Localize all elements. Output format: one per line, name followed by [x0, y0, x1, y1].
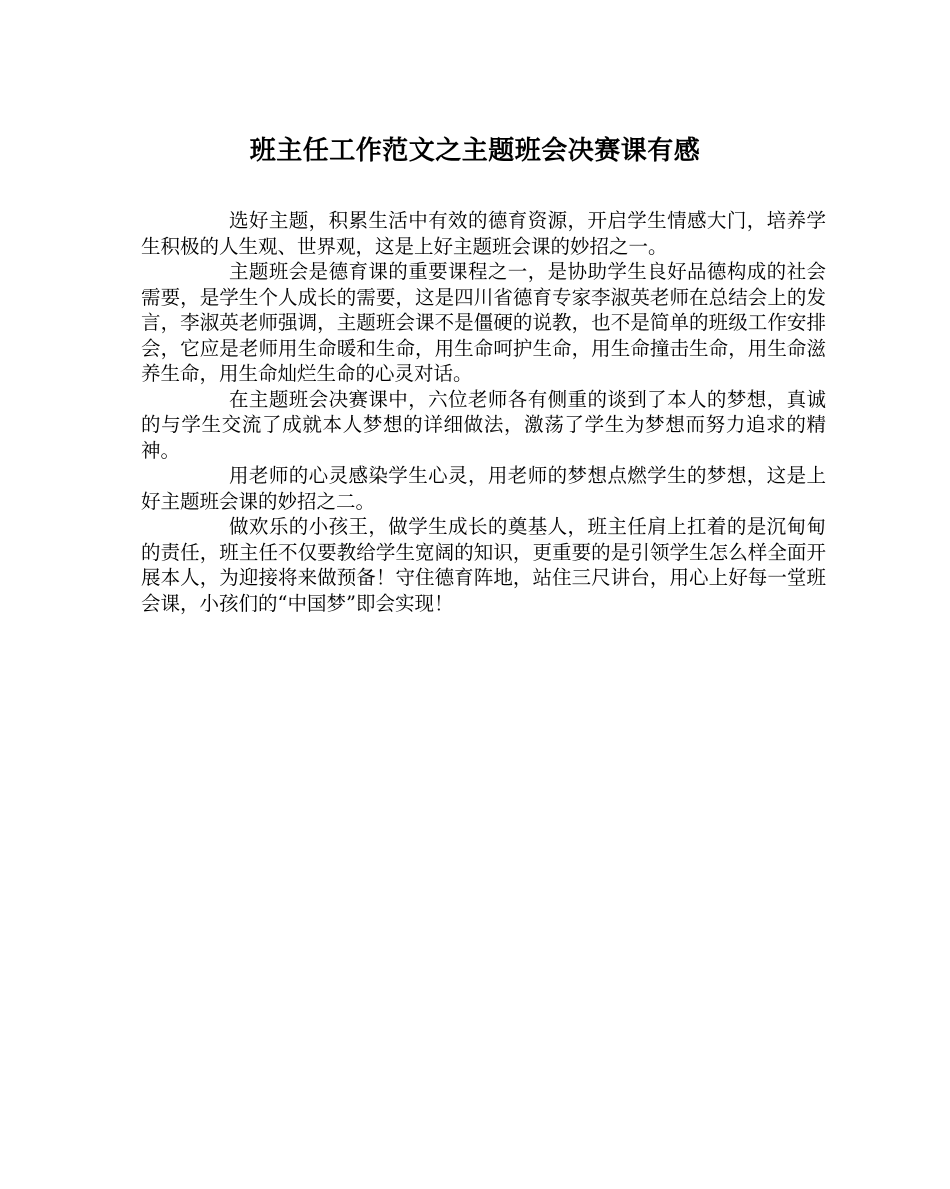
document-title: 班主任工作范文之主题班会决赛课有感: [249, 136, 701, 166]
document-body: [141, 208, 826, 616]
paragraph-4: 用老师的心灵感染学生心灵，用老师的梦想点燃学生的梦想，这是上好主题班会课的妙招之二。: [141, 464, 826, 513]
paragraph-1: 选好主题，积累生活中有效的德育资源，开启学生情感大门，培养学生积极的人生观、世界观，这是上好主题班会课的妙招之一。: [141, 209, 826, 258]
paragraph-2: 主题班会是德育课的重要课程之一，是协助学生良好品德构成的社会需要，是学生个人成长的需要，这是四川省德育专家李淑英老师在总结会上的发言，李淑英老师强调，主题班会课不是僵硬的说教，也不是简单的班级工作安排会，它应是老师用生命暖和生命，用生命呵护生命，用生命撞击生命，用生命滋养生命，用生命灿烂生命的心灵对话。: [141, 260, 826, 385]
paragraph-5: 做欢乐的小孩王，做学生成长的奠基人，班主任肩上扛着的是沉甸甸的责任，班主任不仅要教给学生宽阔的知识，更重要的是引领学生怎么样全面开展本人，为迎接将来做预备！守住德育阵地，站住三尺讲台，用心上好每一堂班会课，小孩们的“中国梦”即会实现！: [141, 515, 826, 615]
paragraph-3: 在主题班会决赛课中，六位老师各有侧重的谈到了本人的梦想，真诚的与学生交流了成就本人梦想的详细做法，激荡了学生为梦想而努力追求的精神。: [141, 387, 826, 462]
